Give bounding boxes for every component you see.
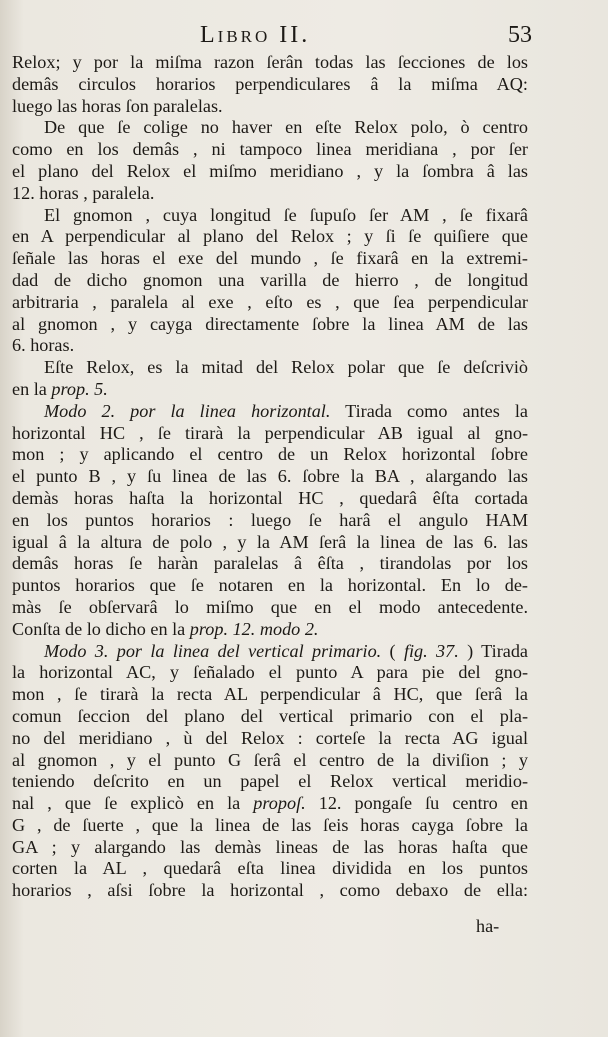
text-line: horarios , aſsi ſobre la horizontal , como debaxo de ella: bbox=[12, 880, 528, 901]
text-line: en la prop. 5. bbox=[12, 378, 108, 399]
text-line: no del meridiano , ù del Relox : corteſe la recta AG igual bbox=[12, 727, 528, 748]
text-line: el punto B , y ſu linea de las 6. ſobre la BA , alargando las bbox=[12, 466, 528, 487]
text-line: el plano del Relox el miſmo meridiano , y la ſombra â las bbox=[12, 160, 528, 181]
text-line: De que ſe colige no haver en eſte Relox polo, ò centro bbox=[44, 117, 528, 138]
text-line: comun ſeccion del plano del vertical primario con el pla- bbox=[12, 705, 528, 726]
page-header bbox=[0, 22, 608, 54]
text-line: Eſte Relox, es la mitad del Relox polar que ſe deſcriviò bbox=[44, 357, 528, 378]
paragraph bbox=[12, 401, 528, 641]
text-line: màs ſe obſervarâ lo miſmo que en el modo antecedente. bbox=[12, 596, 528, 617]
text-line: Relox; y por la miſma razon ſerân todas las ſecciones de los bbox=[12, 52, 528, 72]
text-line: El gnomon , cuya longitud ſe ſupuſo ſer AM , ſe fixarâ bbox=[44, 204, 528, 225]
text-line: en A perpendicular al plano del Relox ; y ſi ſe quiſiere que bbox=[12, 226, 528, 247]
text-line: Modo 3. por la linea del vertical primario. ( fig. 37. ) Tirada bbox=[44, 640, 529, 661]
text-line: corten la AL , quedarâ eſta linea dividida en los puntos bbox=[12, 858, 528, 879]
paragraph bbox=[12, 641, 528, 903]
text-line: teniendo deſcrito en un papel el Relox vertical meridio- bbox=[12, 771, 528, 792]
text-line: demàs horas haſta la horizontal HC , quedarâ êſta cortada bbox=[12, 487, 528, 508]
text-line: mon , ſe tirarà la recta AL perpendicular â HC, que ſerâ la bbox=[12, 684, 528, 705]
catchword: ha- bbox=[476, 916, 500, 936]
text-line: como en los demâs , ni tampoco linea meridiana , por ſer bbox=[12, 139, 528, 160]
running-head: Libro II. bbox=[200, 22, 311, 48]
text-line: G , de ſuerte , que la linea de las ſeis horas cayga ſobre la bbox=[12, 814, 528, 835]
text-line: GA ; y alargando las demàs lineas de las horas haſta que bbox=[12, 836, 528, 857]
text-line: 6. horas. bbox=[12, 335, 75, 356]
text-line: al gnomon , y cayga directamente ſobre la linea AM de las bbox=[12, 313, 528, 334]
text-line: Modo 2. por la linea horizontal. Tirada como antes la bbox=[44, 400, 528, 421]
text-line: la horizontal AC, y ſeñalado el punto A para pie del gno- bbox=[12, 662, 528, 683]
text-line: demâs horas ſe haràn paralelas â êſta , tirandolas por los bbox=[12, 553, 528, 574]
text-line: 12. horas , paralela. bbox=[12, 182, 155, 203]
text-line: al gnomon , y el punto G ſerâ el centro de la diviſion ; y bbox=[12, 749, 528, 770]
text-line: mon ; y aplicando el centro de un Relox horizontal ſobre bbox=[12, 444, 528, 465]
text-line: nal , que ſe explicò en la propoſ. 12. pongaſe ſu centro en bbox=[12, 793, 528, 814]
text-line: puntos horarios que ſe notaren en la horizontal. En lo de- bbox=[12, 575, 528, 596]
text-line: dad de dicho gnomon una varilla de hierro , de longitud bbox=[12, 269, 528, 290]
text-line: arbitraria , paralela al exe , eſto es , que ſea perpendicular bbox=[12, 291, 528, 312]
text-line: ſeñale las horas el exe del mundo , ſe fixarâ en la extremi- bbox=[12, 248, 528, 269]
paragraph bbox=[12, 205, 528, 358]
text-line: luego las horas ſon paralelas. bbox=[12, 95, 223, 116]
text-line: demâs circulos horarios perpendiculares â la miſma AQ: bbox=[12, 73, 528, 94]
text-line: en los puntos horarios : luego ſe harâ el angulo HAM bbox=[12, 509, 528, 530]
body-text bbox=[12, 52, 528, 902]
paragraph bbox=[12, 357, 528, 401]
text-line: Conſta de lo dicho en la prop. 12. modo 2. bbox=[12, 618, 319, 639]
paragraph bbox=[12, 117, 528, 204]
text-line: horizontal HC , ſe tirarà la perpendicular AB igual al gno- bbox=[12, 422, 528, 443]
paragraph bbox=[12, 52, 528, 117]
text-line: igual â la altura de polo , y la AM ſerâ la linea de las 6. las bbox=[12, 531, 528, 552]
page-number: 53 bbox=[508, 22, 532, 48]
